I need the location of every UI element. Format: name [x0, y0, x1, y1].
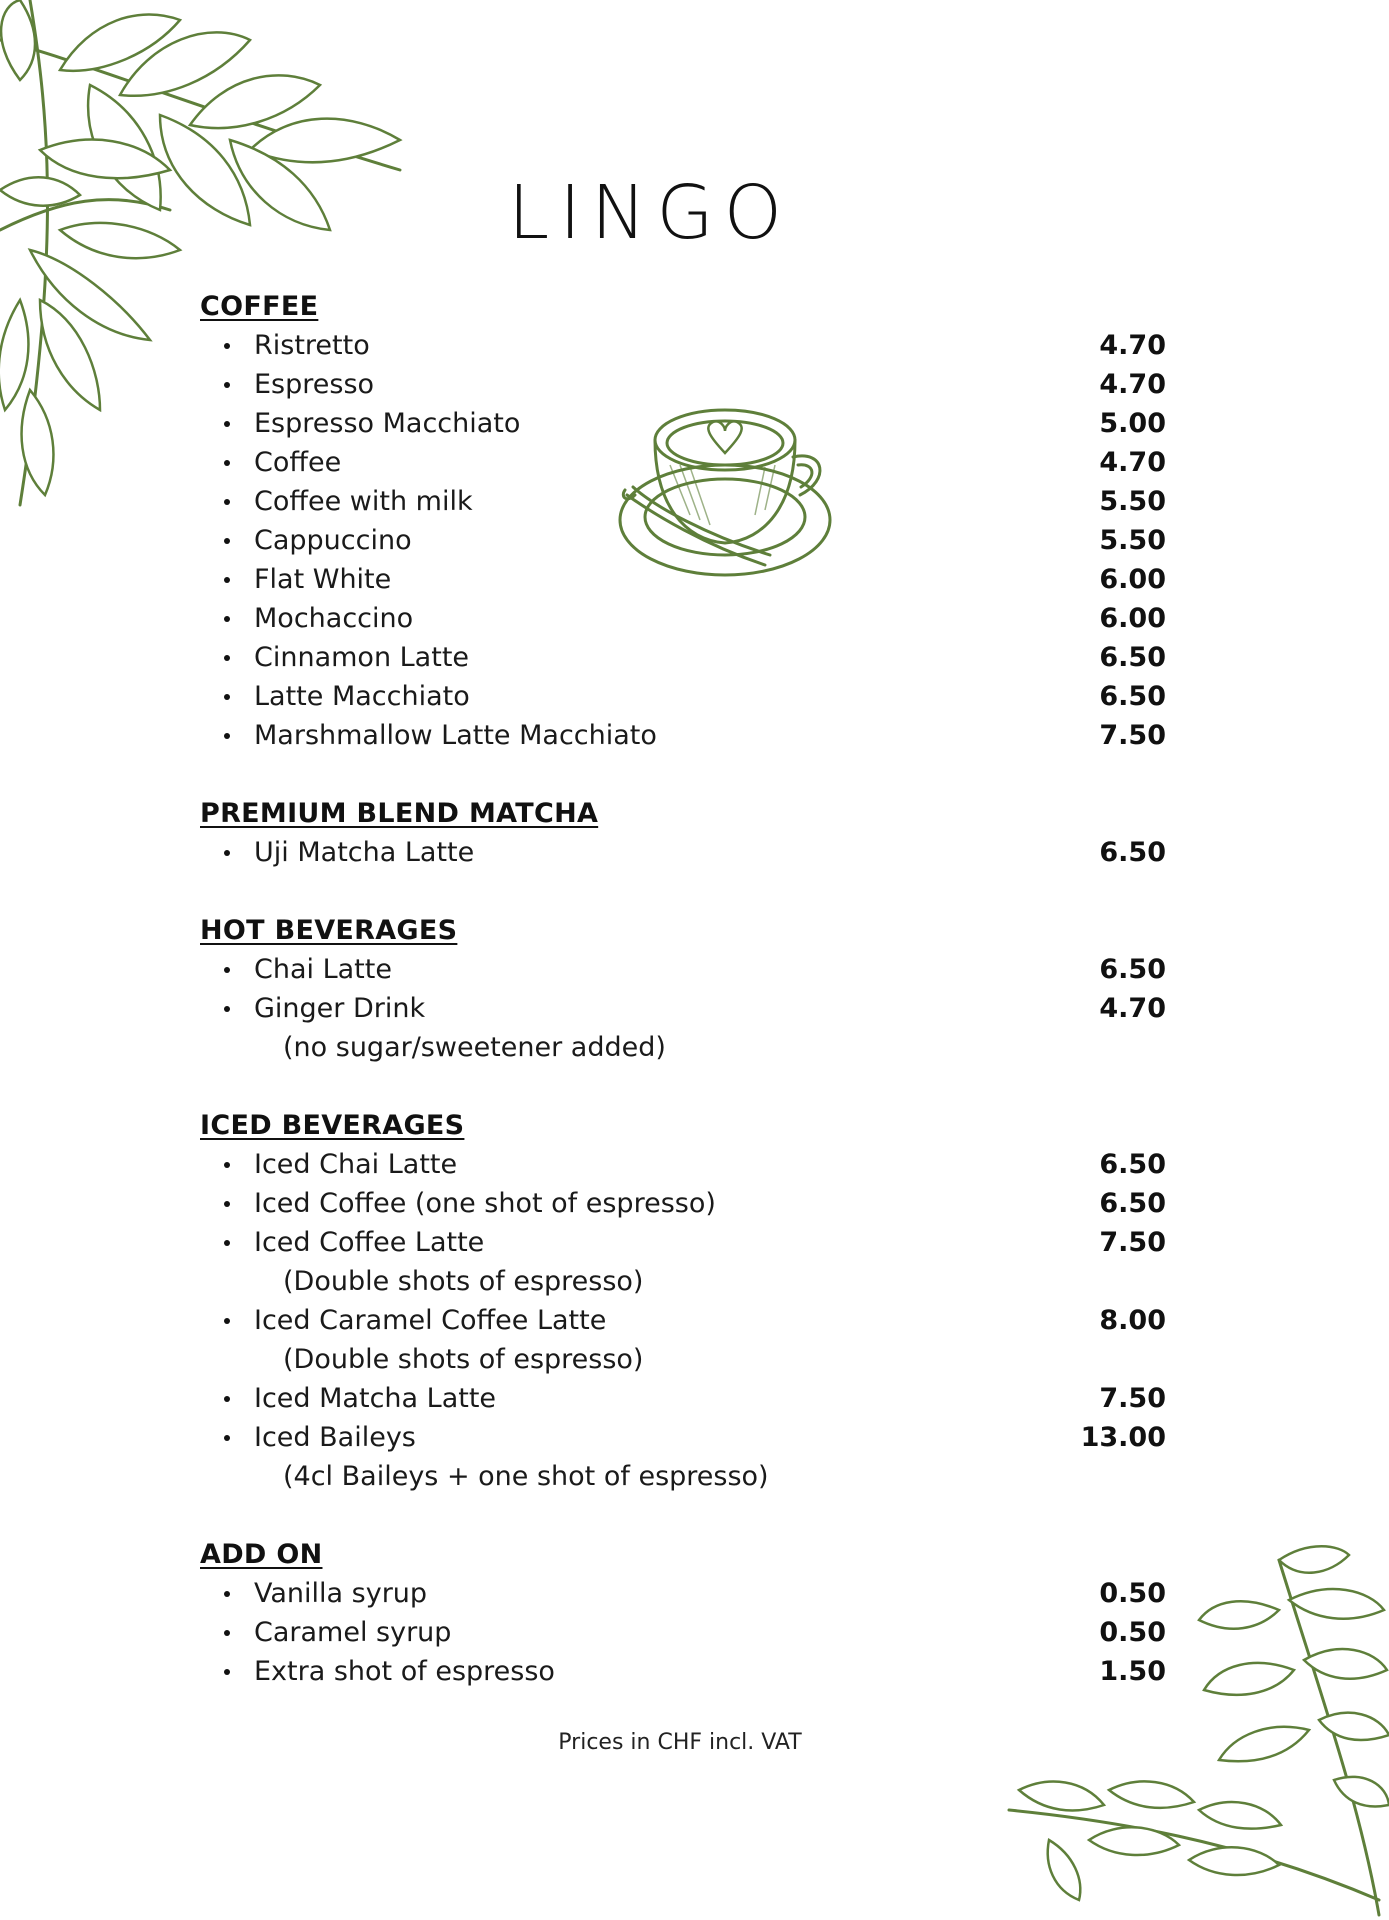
menu-list: [200, 288, 1166, 1731]
item-price: 7.50: [1099, 720, 1166, 751]
menu-item: [200, 989, 1166, 1028]
menu-item: [200, 1574, 1166, 1613]
item-name: Flat White: [254, 564, 392, 595]
item-price: 7.50: [1099, 1227, 1166, 1258]
item-price: 6.00: [1099, 603, 1166, 634]
section-matcha: [200, 795, 1166, 872]
bullet-icon: [224, 538, 230, 544]
menu-item: [200, 1223, 1166, 1262]
item-name: Ristretto: [254, 330, 370, 361]
item-name: Espresso: [254, 369, 375, 400]
item-note: (4cl Baileys + one shot of espresso): [283, 1461, 769, 1492]
menu-item: [200, 638, 1166, 677]
bullet-icon: [224, 655, 230, 661]
item-price: 0.50: [1099, 1617, 1166, 1648]
menu-item: [200, 326, 1166, 365]
section-add-on: [200, 1536, 1166, 1691]
price-footnote: Prices in CHF incl. VAT: [558, 1730, 802, 1755]
bullet-icon: [224, 382, 230, 388]
item-price: 0.50: [1099, 1578, 1166, 1609]
item-name: Extra shot of espresso: [254, 1656, 555, 1687]
section-coffee: [200, 288, 1166, 755]
item-name: Ginger Drink: [254, 993, 426, 1024]
menu-item: [200, 365, 1166, 404]
item-price: 6.50: [1099, 1149, 1166, 1180]
item-name: Iced Coffee (one shot of espresso): [254, 1188, 716, 1219]
menu-item: [200, 833, 1166, 872]
menu-item: [200, 404, 1166, 443]
section-heading: HOT BEVERAGES: [200, 915, 458, 946]
item-name: Vanilla syrup: [254, 1578, 428, 1609]
menu-item: [200, 1613, 1166, 1652]
item-name: Iced Matcha Latte: [254, 1383, 497, 1414]
menu-item: [200, 950, 1166, 989]
menu-item: [200, 1145, 1166, 1184]
item-price: 7.50: [1099, 1383, 1166, 1414]
bullet-icon: [224, 733, 230, 739]
item-price: 5.00: [1099, 408, 1166, 439]
item-name: Marshmallow Latte Macchiato: [254, 720, 657, 751]
bullet-icon: [224, 1591, 230, 1597]
item-name: Espresso Macchiato: [254, 408, 521, 439]
item-name: Latte Macchiato: [254, 681, 470, 712]
item-name: Cinnamon Latte: [254, 642, 470, 673]
item-price: 4.70: [1099, 993, 1166, 1024]
bullet-icon: [224, 1435, 230, 1441]
bullet-icon: [224, 1240, 230, 1246]
page-title: LINGO: [508, 170, 792, 256]
section-hot-beverages: [200, 912, 1166, 1067]
bullet-icon: [224, 694, 230, 700]
menu-item: [200, 677, 1166, 716]
item-name: Uji Matcha Latte: [254, 837, 475, 868]
menu-item: [200, 521, 1166, 560]
item-price: 5.50: [1099, 525, 1166, 556]
item-price: 6.50: [1099, 642, 1166, 673]
section-heading: ADD ON: [200, 1539, 323, 1570]
item-name: Mochaccino: [254, 603, 414, 634]
item-name: Iced Baileys: [254, 1422, 416, 1453]
bullet-icon: [224, 1396, 230, 1402]
item-note: (Double shots of espresso): [283, 1266, 644, 1297]
bullet-icon: [224, 577, 230, 583]
item-price: 13.00: [1080, 1422, 1166, 1453]
item-price: 1.50: [1099, 1656, 1166, 1687]
bullet-icon: [224, 1006, 230, 1012]
item-price: 4.70: [1099, 369, 1166, 400]
bullet-icon: [224, 616, 230, 622]
section-heading: PREMIUM BLEND MATCHA: [200, 798, 599, 829]
item-note: (no sugar/sweetener added): [283, 1032, 666, 1063]
item-name: Coffee with milk: [254, 486, 473, 517]
item-name: Chai Latte: [254, 954, 392, 985]
bullet-icon: [224, 1162, 230, 1168]
bullet-icon: [224, 499, 230, 505]
menu-item: [200, 1379, 1166, 1418]
menu-item: [200, 1418, 1166, 1457]
item-price: 6.50: [1099, 1188, 1166, 1219]
menu-item: [200, 1184, 1166, 1223]
menu-item: [200, 1301, 1166, 1340]
item-price: 4.70: [1099, 447, 1166, 478]
item-price: 6.50: [1099, 954, 1166, 985]
menu-item: [200, 1652, 1166, 1691]
bullet-icon: [224, 1201, 230, 1207]
item-name: Cappuccino: [254, 525, 412, 556]
menu-item: [200, 599, 1166, 638]
item-name: Iced Coffee Latte: [254, 1227, 485, 1258]
item-price: 6.50: [1099, 837, 1166, 868]
bullet-icon: [224, 460, 230, 466]
item-price: 6.00: [1099, 564, 1166, 595]
item-name: Iced Chai Latte: [254, 1149, 458, 1180]
section-heading: ICED BEVERAGES: [200, 1110, 465, 1141]
menu-item: [200, 482, 1166, 521]
item-price: 8.00: [1099, 1305, 1166, 1336]
item-price: 5.50: [1099, 486, 1166, 517]
bullet-icon: [224, 1669, 230, 1675]
bullet-icon: [224, 850, 230, 856]
bullet-icon: [224, 1630, 230, 1636]
menu-item: [200, 443, 1166, 482]
item-price: 6.50: [1099, 681, 1166, 712]
section-iced-beverages: [200, 1107, 1166, 1496]
bullet-icon: [224, 967, 230, 973]
item-name: Coffee: [254, 447, 342, 478]
item-name: Iced Caramel Coffee Latte: [254, 1305, 607, 1336]
menu-item: [200, 560, 1166, 599]
section-heading: COFFEE: [200, 291, 319, 322]
bullet-icon: [224, 1318, 230, 1324]
item-name: Caramel syrup: [254, 1617, 452, 1648]
item-price: 4.70: [1099, 330, 1166, 361]
bullet-icon: [224, 343, 230, 349]
menu-item: [200, 716, 1166, 755]
item-note: (Double shots of espresso): [283, 1344, 644, 1375]
bullet-icon: [224, 421, 230, 427]
